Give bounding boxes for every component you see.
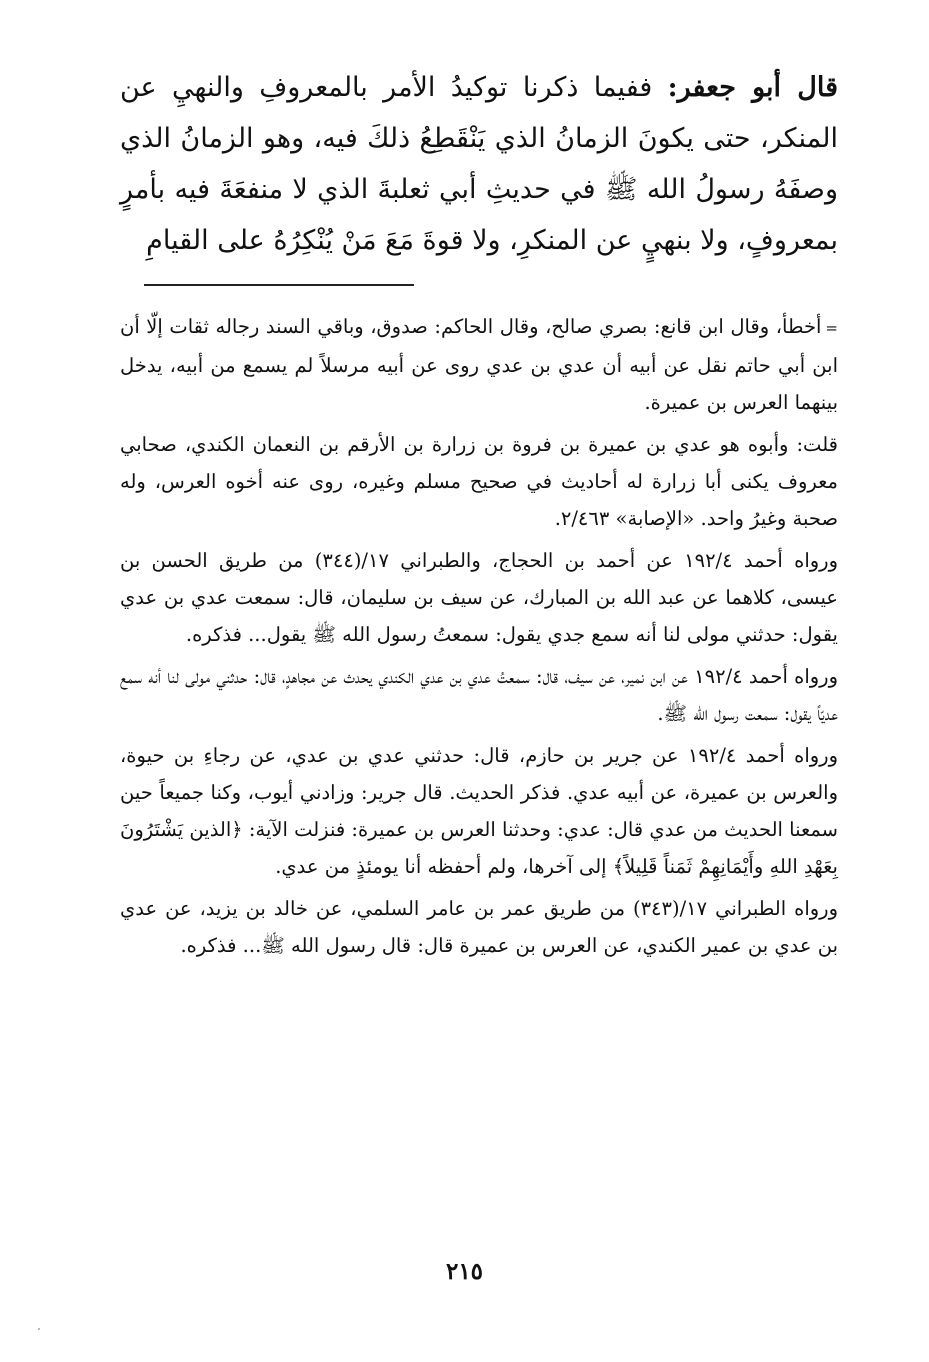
footnote-paragraph — [120, 737, 838, 885]
footnote-paragraph — [120, 890, 838, 964]
footnote-text: أخطأ، وقال ابن قانع: بصري صالح، وقال الحاكم: صدوق، وباقي السند رجاله ثقات إلّا أن ابن أبي حاتم نقل عن أبيه أن عدي بن عدي روى عن أبيه مرسلاً لم يسمع من أبيه، يدخل بينهما العرس بن عميرة. — [120, 315, 838, 414]
footnote-paragraph — [120, 658, 838, 732]
page-number: ٢١٥ — [445, 1258, 484, 1285]
footnote-text: ورواه الطبراني ١٧/(٣٤٣) من طريق عمر بن عامر السلمي، عن خالد بن يزيد، عن عدي بن عدي بن عمير الكندي، عن العرس بن عميرة قال: قال رسول الله ﷺ... فذكره. — [120, 897, 838, 957]
footnote-paragraph — [120, 542, 838, 653]
footnote-paragraph — [120, 426, 838, 537]
footnote-text: ورواه أحمد ١٩٢/٤ عن ابن نمير، عن سيف، قال: سمعتُ عدي بن عدي الكندي يحدث عن مجاهدٍ، قال: حدثني مولى لنا أنه سمع عديّاً يقول: سمعت رسول الله ﷺ. — [120, 665, 839, 725]
main-body: ففيما ذكرنا توكيدُ الأمر بالمعروفِ والنهيِ عن المنكر، حتى يكونَ الزمانُ الذي يَنْقَطِعُ ذلكَ فيه، وهو الزمانُ الذي وصفَهُ رسولُ الله ﷺ في حديثِ أبي ثعلبةَ الذي لا منفعَةَ فيه بأمرٍ بمعروفٍ، ولا بنهيٍ عن المنكرِ، ولا قوةَ مَعَ مَنْ يُنْكِرُهُ على القيامِ — [120, 72, 838, 256]
footnote-text: ورواه أحمد ١٩٢/٤ عن جرير بن حازم، قال: حدثني عدي بن عدي، عن رجاءِ بن حيوة، والعرس بن عميرة، عن أبيه عدي. فذكر الحديث. قال جرير: وزادني أيوب، وكنا جميعاً حين سمعنا الحديث من عدي قال: عدي: وحدثنا العرس بن عميرة: فنزلت الآية: ﴿الذين يَشْتَرُونَ بِعَهْدِ اللهِ وأَيْمَانِهِمْ ثَمَناً قَلِيلاً﴾ إلى آخرها، ولم أحفظه أنا يومئذٍ من عدي. — [120, 744, 839, 878]
main-paragraph — [120, 62, 838, 266]
footnote-text: قلت: وأبوه هو عدي بن عميرة بن فروة بن زرارة بن الأرقم بن النعمان الكندي، صحابي معروف يكنى أبا زرارة له أحاديث في صحيح مسلم وغيره، روى عنه أخوه العرس، وله صحبة وغيرُ واحد. «الإصابة» ٢/٤٦٣. — [120, 433, 838, 530]
continuation-marker: = — [825, 319, 838, 337]
footnote-divider — [144, 284, 414, 286]
footnote-paragraph — [120, 308, 838, 421]
main-lead: قال أبو جعفر: — [667, 72, 838, 103]
footnotes — [120, 308, 838, 964]
page-content — [120, 62, 838, 969]
footnote-text: ورواه أحمد ١٩٢/٤ عن أحمد بن الحجاج، والطبراني ١٧/(٣٤٤) من طريق الحسن بن عيسى، كلاهما عن عبد الله بن المبارك، عن سيف بن سليمان، قال: سمعت عدي بن عدي يقول: حدثني مولى لنا أنه سمع جدي يقول: سمعتُ رسول الله ﷺ يقول... فذكره. — [120, 549, 839, 646]
scan-speck — [38, 1328, 40, 1330]
